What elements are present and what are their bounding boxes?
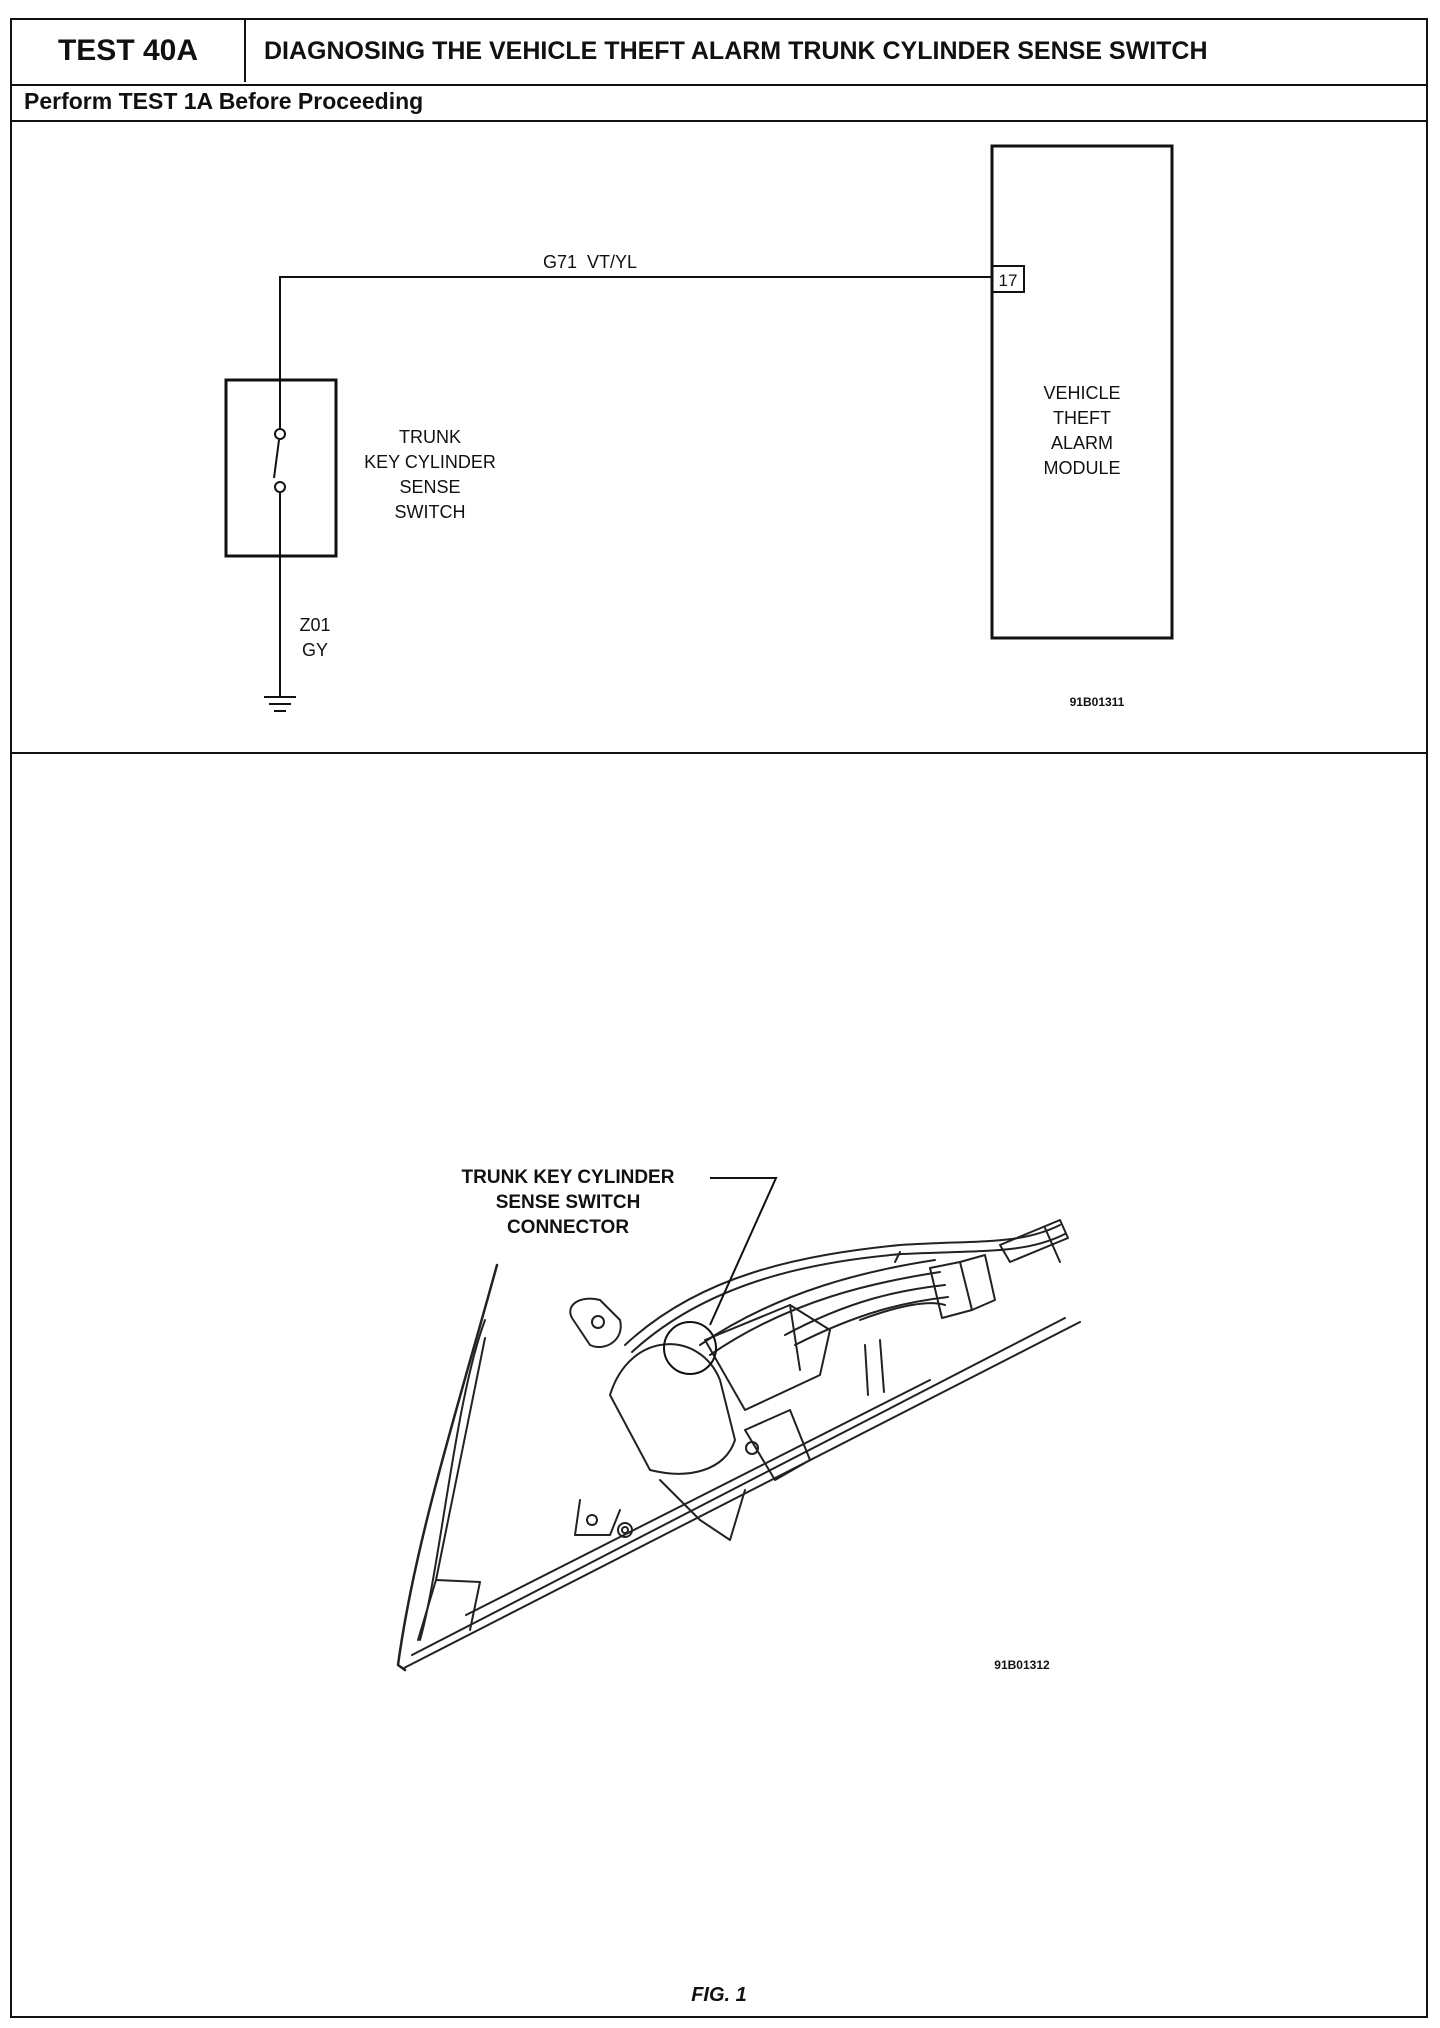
test-title: DIAGNOSING THE VEHICLE THEFT ALARM TRUNK CYLINDER SENSE SWITCH bbox=[264, 36, 1208, 65]
schematic-figure-id: 91B01311 bbox=[1069, 695, 1125, 709]
svg-text:TRUNK: TRUNK bbox=[399, 427, 461, 447]
svg-text:THEFT: THEFT bbox=[1053, 408, 1111, 428]
switch-label bbox=[364, 427, 496, 522]
svg-text:ALARM: ALARM bbox=[1050, 433, 1114, 453]
svg-text:CONNECTOR: CONNECTOR bbox=[506, 1217, 630, 1238]
svg-text:Z01: Z01 bbox=[299, 615, 331, 635]
svg-text:VEHICLE: VEHICLE bbox=[1043, 383, 1121, 403]
wire-top-label: G71 VT/YL bbox=[542, 252, 638, 272]
wire-g71 bbox=[280, 277, 992, 385]
callout-label bbox=[462, 1167, 675, 1238]
svg-text:MODULE: MODULE bbox=[1043, 458, 1121, 478]
svg-text:SWITCH: SWITCH bbox=[394, 502, 466, 522]
pin-number: 17 bbox=[998, 271, 1018, 290]
prerequisite-text: Perform TEST 1A Before Proceeding bbox=[24, 87, 424, 114]
ground-wire-label bbox=[299, 615, 330, 660]
module-label bbox=[1043, 383, 1120, 478]
svg-text:GY: GY bbox=[301, 640, 329, 660]
wiring-schematic bbox=[226, 146, 1172, 711]
ground-icon bbox=[264, 697, 296, 711]
trunk-lid-illustration bbox=[398, 1220, 1080, 1670]
switch-contact-top bbox=[275, 429, 285, 439]
callout-leader bbox=[710, 1178, 776, 1325]
figure-caption: FIG. 1 bbox=[691, 1984, 747, 2006]
switch-contact-bottom bbox=[275, 482, 285, 492]
svg-text:SENSE SWITCH: SENSE SWITCH bbox=[495, 1192, 641, 1213]
svg-text:TRUNK KEY CYLINDER: TRUNK KEY CYLINDER bbox=[461, 1167, 675, 1188]
svg-text:SENSE: SENSE bbox=[399, 477, 461, 497]
illustration-figure-id: 91B01312 bbox=[994, 1658, 1050, 1672]
switch-blade bbox=[274, 440, 279, 478]
test-number: TEST 40A bbox=[12, 20, 246, 82]
svg-text:KEY CYLINDER: KEY CYLINDER bbox=[364, 452, 496, 472]
